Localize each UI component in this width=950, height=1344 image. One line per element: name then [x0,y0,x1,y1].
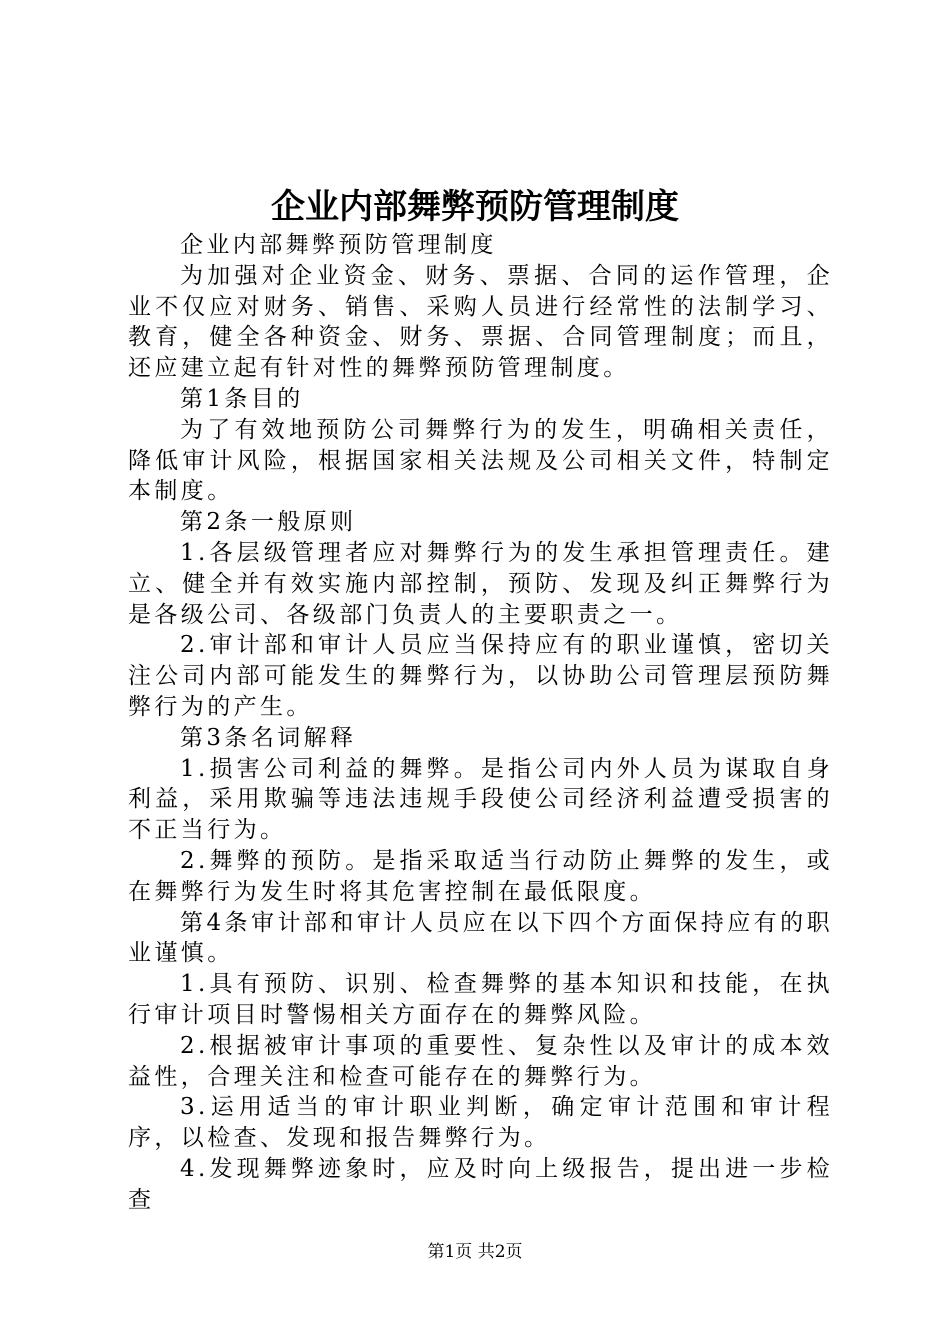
article-2-item-1: 1.各层级管理者应对舞弊行为的发生承担管理责任。建立、健全并有效实施内部控制，预防、发现及纠正舞弊行为是各级公司、各级部门负责人的主要职责之一。 [128,539,833,628]
document-title: 企业内部舞弊预防管理制度 [271,187,679,227]
article-2-item-2: 2.审计部和审计人员应当保持应有的职业谨慎，密切关注公司内部可能发生的舞弊行为，以协助公司管理层预防舞弊行为的产生。 [128,632,833,720]
article-4-item-1: 1.具有预防、识别、检查舞弊的基本知识和技能，在执行审计项目时警惕相关方面存在的舞弊风险。 [128,971,833,1028]
article-2-heading: 第2条一般原则 [180,509,357,536]
article-1-text: 为了有效地预防公司舞弊行为的发生，明确相关责任，降低审计风险，根据国家相关法规及公司相关文件，特制定本制度。 [128,416,833,505]
paragraph-intro: 为加强对企业资金、财务、票据、合同的运作管理，企业不仅应对财务、销售、采购人员进行经常性的法制学习、教育，健全各种资金、财务、票据、合同管理制度；而且，还应建立起有针对性的舞弊预防管理制度。 [128,262,833,382]
article-4-item-2: 2.根据被审计事项的重要性、复杂性以及审计的成本效益性，合理关注和检查可能存在的舞弊行为。 [128,1032,833,1090]
page-number-footer: 第1页 共2页 [427,1242,523,1262]
article-3-item-2: 2.舞弊的预防。是指采取适当行动防止舞弊的发生，或在舞弊行为发生时将其危害控制在最低限度。 [128,847,833,905]
document-body [128,230,833,1216]
article-3-item-1: 1.损害公司利益的舞弊。是指公司内外人员为谋取自身利益，采用欺骗等违法违规手段使公司经济利益遭受损害的不正当行为。 [128,755,833,844]
article-3-heading: 第3条名词解释 [180,724,357,751]
paragraph-heading-repeat: 企业内部舞弊预防管理制度 [180,232,497,258]
article-1-heading: 第1条目的 [180,385,304,412]
article-4-heading: 第4条审计部和审计人员应在以下四个方面保持应有的职业谨慎。 [128,909,833,967]
article-4-item-4: 4.发现舞弊迹象时，应及时向上级报告，提出进一步检查 [128,1155,833,1213]
article-4-item-3: 3.运用适当的审计职业判断，确定审计范围和审计程序，以检查、发现和报告舞弊行为。 [128,1094,833,1152]
